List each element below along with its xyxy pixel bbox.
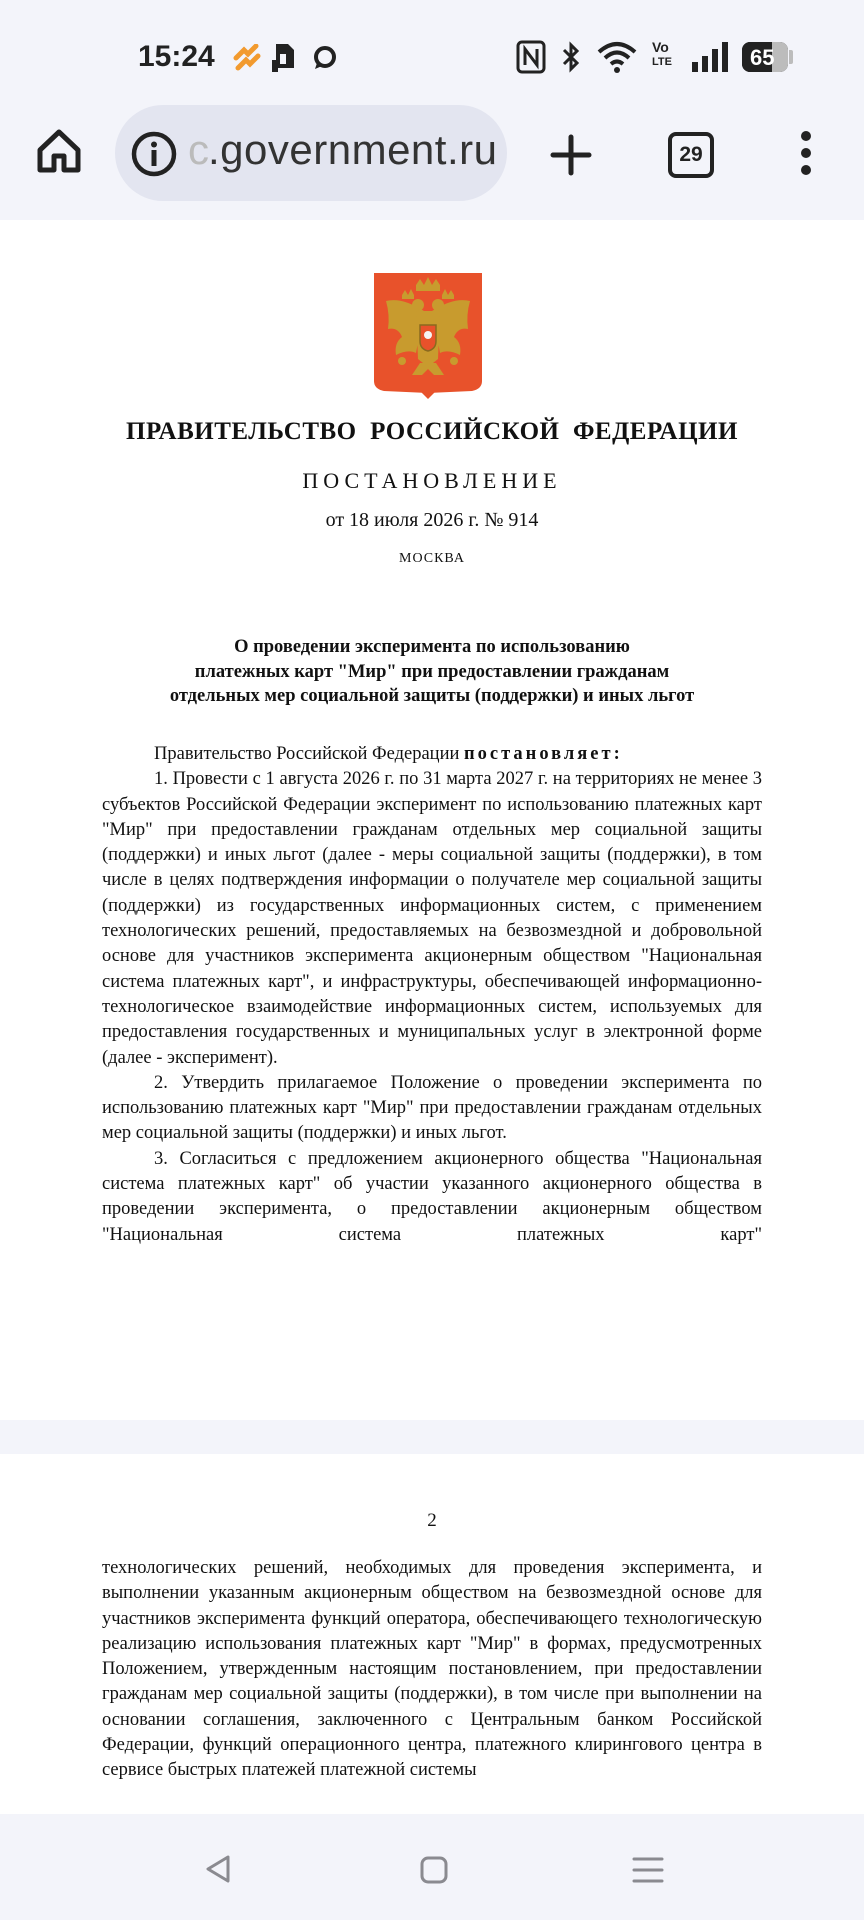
page-2-body — [102, 1556, 762, 1784]
orange-app-icon — [232, 44, 262, 72]
document-page-2 — [0, 1454, 864, 1814]
volte-label-top: Vo — [652, 39, 669, 55]
system-navigation-bar — [0, 1814, 864, 1920]
decree-type: ПОСТАНОВЛЕНИЕ — [302, 468, 562, 493]
document-page-1 — [0, 220, 864, 1420]
page-number: 2 — [427, 1510, 437, 1531]
bluetooth-icon — [560, 40, 582, 74]
url-prefix: c — [188, 126, 209, 173]
more-menu-icon[interactable] — [797, 130, 815, 176]
status-bar — [0, 0, 864, 110]
decree-body — [102, 742, 762, 1248]
sim-card-icon — [270, 42, 298, 74]
battery-tip — [789, 50, 793, 64]
clock: 15:24 — [138, 40, 215, 73]
wifi-icon — [596, 40, 638, 74]
battery-percent: 65 — [750, 45, 775, 70]
home-square-icon[interactable] — [420, 1856, 448, 1884]
tab-count: 29 — [679, 143, 703, 166]
home-icon[interactable] — [36, 128, 82, 174]
government-heading: ПРАВИТЕЛЬСТВО РОССИЙСКОЙ ФЕДЕРАЦИИ — [126, 418, 738, 445]
coat-of-arms-icon — [372, 271, 484, 401]
url-text[interactable]: .government.ru — [208, 126, 498, 173]
paragraph-2: 2. Утвердить прилагаемое Положение о проведении эксперимента по использованию платежных карт "Мир" при предоставлении гражданам отдельных мер социальной защиты (поддержки) и иных льгот. — [102, 1072, 762, 1144]
nfc-icon — [516, 40, 546, 74]
battery-icon — [742, 42, 788, 72]
volte-label-bottom: LTE — [652, 56, 672, 68]
preamble-lead: Правительство Российской Федерации — [154, 744, 464, 764]
preamble-verb: постановляет: — [464, 744, 623, 764]
chat-bubble-icon — [312, 45, 338, 71]
volte-icon — [652, 40, 680, 70]
decree-title-line: отдельных мер социальной защиты (поддержки) и иных льгот — [169, 686, 695, 706]
signal-icon — [690, 40, 732, 74]
recents-menu-icon[interactable] — [632, 1856, 664, 1884]
decree-title — [100, 635, 764, 709]
decree-dateline: от 18 июля 2026 г. № 914 — [325, 509, 539, 531]
decree-city: МОСКВА — [399, 551, 465, 566]
preamble — [102, 742, 762, 767]
paragraph-3: 3. Согласиться с предложением акционерного общества "Национальная система платежных карт" об участии указанного акционерного общества в проведении эксперимента, о предоставлении акционерным обществом "Национальная система платежных карт" — [102, 1148, 762, 1245]
new-tab-icon[interactable] — [550, 134, 592, 176]
back-icon[interactable] — [204, 1854, 232, 1884]
decree-title-line: О проведении эксперимента по использованию — [234, 637, 630, 657]
site-info-icon[interactable] — [130, 130, 178, 178]
page-2-paragraph: технологических решений, необходимых для проведения эксперимента, и выполнении указанным акционерным обществом на безвозмездной основе для участников эксперимента функций оператора, обеспечивающего технологическую реализацию использования платежных карт "Мир" в формах, предусмотренных Положением, утвержденным настоящим постановлением, при предоставлении гражданам мер социальной защиты (поддержки), в том числе при выполнении на основании соглашения, заключенного с Центральным банком Российской Федерации, функций операционного центра, платежного клирингового центра в сервисе быстрых платежей платежной системы — [102, 1558, 762, 1781]
tabs-icon[interactable] — [668, 132, 714, 178]
paragraph-1: 1. Провести с 1 августа 2026 г. по 31 марта 2027 г. на территориях не менее 3 субъектов Российской Федерации эксперимент по использованию платежных карт "Мир" при предоставлении гражданам отдельных мер социальной защиты (поддержки) и иных льгот (далее - меры социальной защиты (поддержки), в том числе в целях подтверждения информации о получателе мер социальной защиты (поддержки) из государственных информационных систем, с применением технологических решений, предоставляемых на безвозмездной и добровольной основе для участников эксперимента акционерным обществом "Национальная система платежных карт", и инфраструктуры, обеспечивающей информационно-технологическое взаимодействие информационных систем, используемых для предоставления государственных и муниципальных услуг в электронной форме (далее - эксперимент). — [102, 769, 762, 1068]
decree-title-line: платежных карт "Мир" при предоставлении гражданам — [194, 661, 670, 682]
